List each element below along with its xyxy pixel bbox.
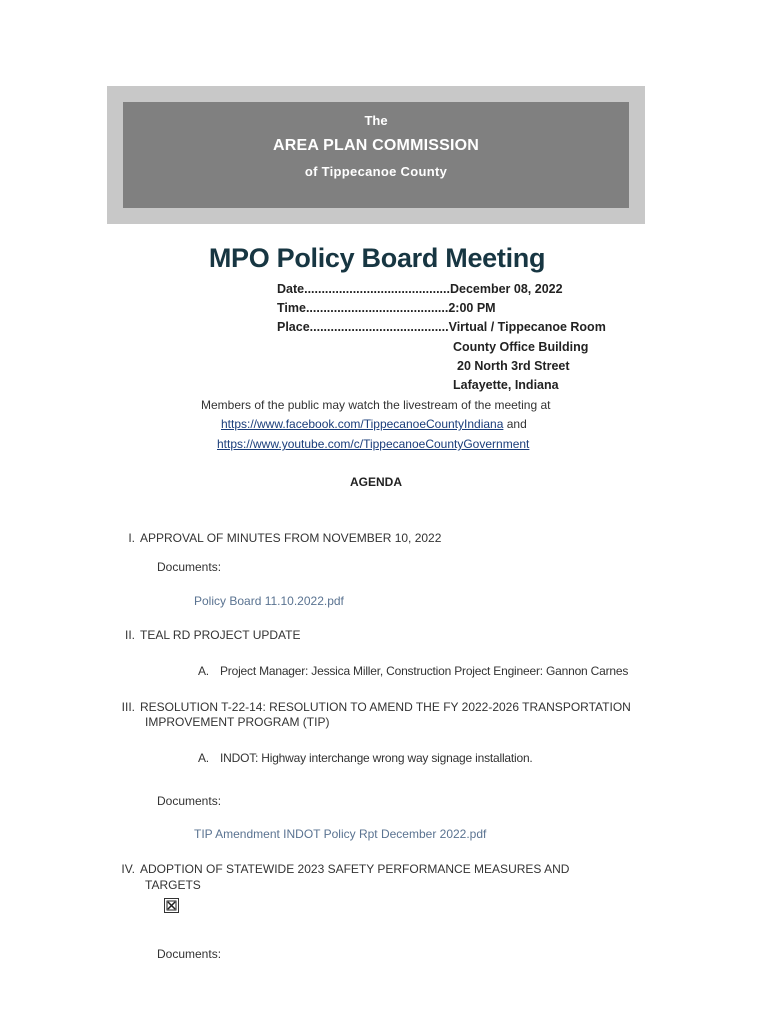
date-value: December 08, 2022	[449, 282, 563, 296]
meeting-title: MPO Policy Board Meeting	[208, 243, 546, 273]
header-county: of Tippecanoe County	[304, 164, 448, 179]
address-line-1: County Office Building	[453, 340, 589, 354]
agenda-item-4-title-cont: TARGETS	[145, 878, 201, 892]
date-label: Date..........................................	[277, 282, 450, 296]
youtube-row	[217, 437, 529, 451]
agenda-subitem	[198, 751, 533, 765]
time-label: Time.........................................	[277, 301, 449, 315]
agenda-heading: AGENDA	[350, 475, 403, 489]
document-link-tip-amendment[interactable]: TIP Amendment INDOT Policy Rpt December 2022.pdf	[194, 827, 487, 841]
address-line-2: 20 North 3rd Street	[457, 359, 570, 373]
agenda-item-numeral: IV.	[121, 862, 135, 876]
agenda-item-title: APPROVAL OF MINUTES FROM NOVEMBER 10, 2022	[140, 531, 442, 545]
agenda-item-4	[105, 862, 569, 876]
documents-label: Documents:	[157, 794, 222, 808]
agenda-item-3	[105, 700, 631, 714]
place-label: Place........................................	[277, 320, 449, 334]
header-line-the: The	[364, 113, 388, 128]
documents-label: Documents:	[157, 560, 222, 574]
subitem-text: Project Manager: Jessica Miller, Construction Project Engineer: Gannon Carnes	[220, 664, 629, 678]
document-link-minutes[interactable]: Policy Board 11.10.2022.pdf	[194, 594, 344, 608]
documents-label: Documents:	[157, 947, 222, 961]
time-value: 2:00 PM	[448, 301, 496, 315]
agenda-item-1	[105, 531, 441, 545]
header-organization-name: AREA PLAN COMMISSION	[272, 137, 480, 154]
facebook-link[interactable]: https://www.facebook.com/TippecanoeCountyIndiana	[221, 417, 504, 431]
date-row	[277, 282, 563, 296]
facebook-row	[221, 417, 527, 431]
agenda-item-title: ADOPTION OF STATEWIDE 2023 SAFETY PERFORMANCE MEASURES AND	[140, 862, 570, 876]
and-text: and	[506, 417, 527, 431]
subitem-text: INDOT: Highway interchange wrong way signage installation.	[220, 751, 533, 765]
youtube-link[interactable]: https://www.youtube.com/c/TippecanoeCountyGovernment	[217, 437, 530, 451]
subitem-letter: A.	[198, 664, 209, 678]
agenda-item-title: TEAL RD PROJECT UPDATE	[140, 628, 301, 642]
broken-image-icon	[164, 898, 179, 913]
agenda-item-numeral: III.	[121, 700, 135, 714]
agenda-item-numeral: II.	[124, 628, 135, 642]
livestream-intro: Members of the public may watch the livestream of the meeting at	[201, 398, 551, 412]
agenda-item-2	[105, 628, 300, 642]
address-line-3: Lafayette, Indiana	[453, 378, 559, 392]
agenda-item-title: RESOLUTION T-22-14: RESOLUTION TO AMEND THE FY 2022-2026 TRANSPORTATION	[140, 700, 631, 714]
subitem-letter: A.	[198, 751, 209, 765]
agenda-item-3-title-cont: IMPROVEMENT PROGRAM (TIP)	[145, 715, 330, 729]
place-row	[277, 320, 606, 334]
place-value: Virtual / Tippecanoe Room	[448, 320, 606, 334]
time-row	[277, 301, 496, 315]
agenda-item-numeral: I.	[128, 531, 135, 545]
agenda-subitem	[198, 664, 628, 678]
